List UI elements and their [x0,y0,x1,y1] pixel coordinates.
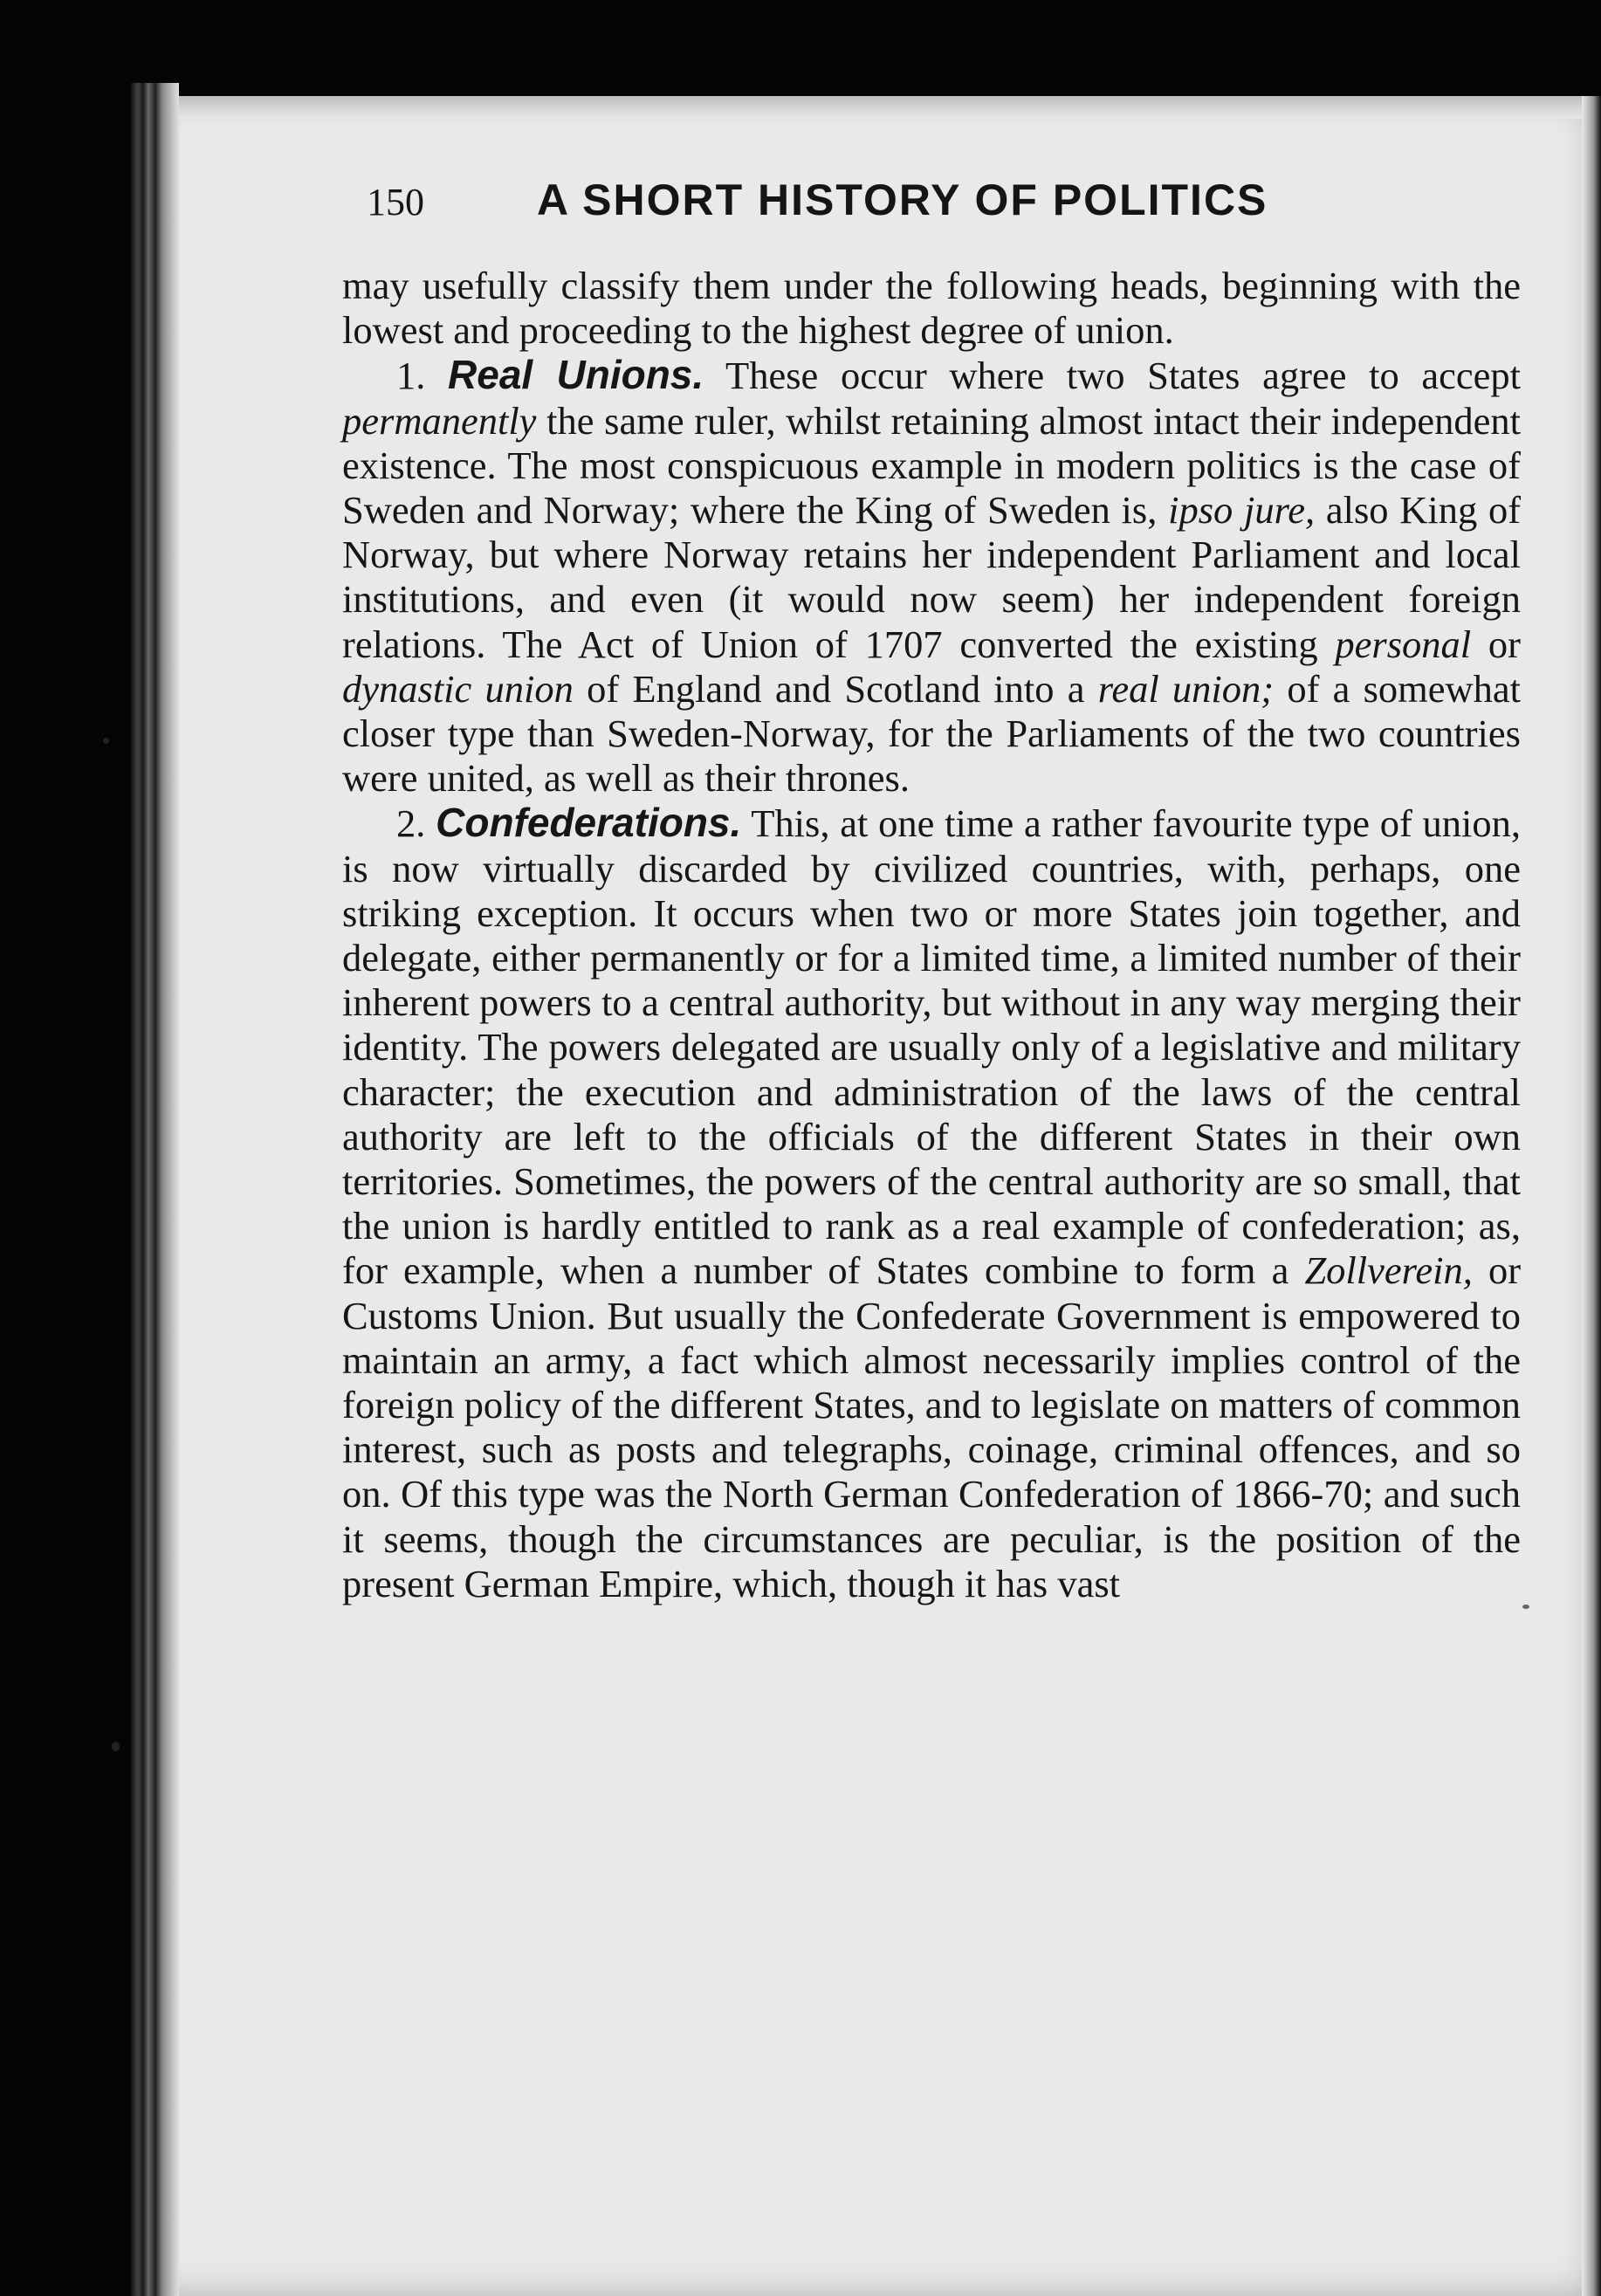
dust-speck [112,1742,120,1751]
section-real-unions [342,353,1521,801]
section-heading: Confederations. [436,800,742,846]
section-text: of a somewhat closer type than Sweden-Norway, for the Parliaments of the two countries were united, as well as their thrones. [342,666,1522,801]
section-text: of England and Scotland into a [587,666,1085,711]
section-text: These occur where two States agree to accept [725,354,1521,398]
section-number: 2. [396,801,426,846]
intro-paragraph: may usefully classify them under the following heads, beginning with the lowest and proceeding to the highest degree of union. [342,264,1521,353]
page-right-edge [1582,96,1601,2296]
italic-term: permanently [342,398,537,443]
body-text [342,264,1521,1606]
book-binding-edge [131,83,179,2296]
italic-term: personal [1335,622,1472,666]
dust-speck [103,738,109,744]
running-title: A SHORT HISTORY OF POLITICS [537,175,1268,224]
dust-speck [1522,1605,1529,1609]
section-text: or Customs Union. But usually the Confederate Government is empowered to maintain an army, a fact which almost necessarily implies control of the foreign policy of the different States, and to legislate on matters of common interest, such as posts and telegraphs, coinage, criminal offences, and so on. Of this type was the North German Confederation of 1866-70; and such it seems, though the circumstances are peculiar, is the position of the present German Empire, which, though it has vast [342,1248,1522,1605]
section-text: the same ruler, whilst retaining almost intact their independent existence. The most conspicuous example in modern politics is the case of Sweden and Norway; where the King of Sweden is, [342,398,1522,533]
italic-term: ipso jure, [1168,488,1316,533]
section-heading: Real Unions. [448,352,704,398]
section-number: 1. [396,354,426,398]
section-text: This, at one time a rather favourite type of union, is now virtually discarded by civilized countries, with, perhaps, one striking exception. It occurs when two or more States join together, and delegate, either permanently or for a limited time, a limited number of their inherent powers to a central authority, but without in any way merging their identity. The powers delegated are usually only of a legislative and military character; the execution and administration of the laws of the central authority are left to the officials of the different States in their own territories. Sometimes, the powers of the central authority are so small, that the union is hardly entitled to rank as a real example of confederation; as, for example, when a number of States combine to form a [342,801,1522,1293]
section-text: or [1488,622,1521,666]
section-confederations [342,801,1521,1606]
page-top-shadow [148,96,1593,119]
running-head [367,175,1458,236]
italic-term: Zollverein, [1304,1248,1473,1293]
italic-term: dynastic union [342,666,574,711]
page-number: 150 [367,181,424,223]
italic-term: real union; [1097,666,1275,711]
section-text: also King of Norway, but where Norway retains her independent Parliament and local institutions, and even (it would now seem) her independent foreign relations. The Act of Union of 1707 converted the existing [342,488,1522,666]
